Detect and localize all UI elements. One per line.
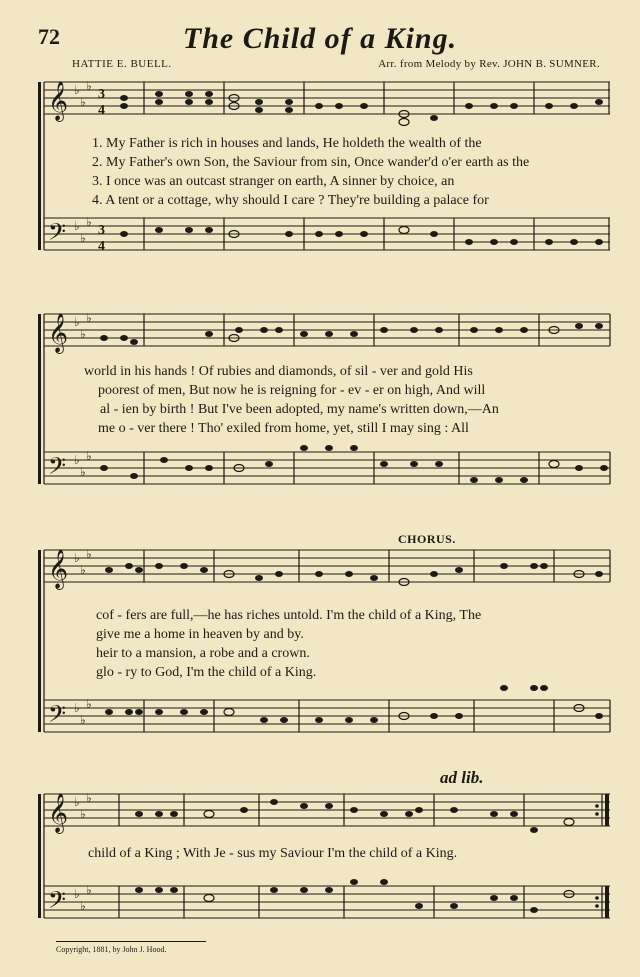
svg-text:𝄞: 𝄞 <box>48 793 69 833</box>
svg-text:♭: ♭ <box>74 701 80 715</box>
copyright-notice: Copyright, 1881, by John J. Hood. <box>56 945 167 954</box>
svg-text:♭: ♭ <box>74 795 80 809</box>
lyric-line-verse-4: me o - ver there ! Tho' exiled from home, yet, still I may sing : All <box>98 421 469 436</box>
svg-text:♭: ♭ <box>80 465 86 479</box>
svg-text:♭: ♭ <box>80 231 86 245</box>
lyrics-system-3 <box>34 606 612 682</box>
svg-text:♭: ♭ <box>74 219 80 233</box>
lyric-line-verse-3: al - ien by birth ! But I've been adopted, my name's written down,—An <box>100 402 499 417</box>
lyrics-system-4 <box>34 844 612 863</box>
lyric-line-verse-4: 4. A tent or a cottage, why should I care ? They're building a palace for <box>92 193 489 208</box>
svg-text:4: 4 <box>98 239 105 254</box>
svg-text:3: 3 <box>98 87 105 102</box>
svg-text:♭: ♭ <box>80 327 86 341</box>
svg-text:♭: ♭ <box>74 315 80 329</box>
svg-text:♭: ♭ <box>86 883 92 897</box>
svg-text:𝄢: 𝄢 <box>48 700 67 733</box>
music-system-3 <box>34 540 612 740</box>
lyrics-system-1 <box>34 134 612 210</box>
svg-text:♭: ♭ <box>80 713 86 727</box>
svg-text:♭: ♭ <box>80 807 86 821</box>
svg-text:♭: ♭ <box>86 215 92 229</box>
ad-lib-marking: ad lib. <box>440 768 484 787</box>
lyric-line-verse-2: poorest of men, But now he is reigning for - ev - er on high, And will <box>98 383 486 398</box>
author-credit: HATTIE E. BUELL. <box>72 58 172 70</box>
music-system-4 <box>34 780 612 940</box>
svg-text:𝄢: 𝄢 <box>48 452 67 485</box>
svg-text:♭: ♭ <box>86 79 92 93</box>
lyric-line-verse-1: world in his hands ! Of rubies and diamonds, of sil - ver and gold His <box>84 364 473 379</box>
svg-text:♭: ♭ <box>80 899 86 913</box>
svg-text:♭: ♭ <box>86 791 92 805</box>
lyric-line-verse-1: 1. My Father is rich in houses and lands, He holdeth the wealth of the <box>92 136 482 151</box>
svg-text:𝄞: 𝄞 <box>48 81 69 121</box>
svg-text:𝄞: 𝄞 <box>48 313 69 353</box>
svg-text:♭: ♭ <box>86 449 92 463</box>
chorus-label: CHORUS. <box>398 532 456 546</box>
svg-text:♭: ♭ <box>86 547 92 561</box>
lyric-line-verse-3: heir to a mansion, a robe and a crown. <box>96 646 310 661</box>
svg-text:♭: ♭ <box>74 453 80 467</box>
lyric-line-verse-2: give me a home in heaven by and by. <box>96 627 304 642</box>
lyric-line-refrain: child of a King ; With Je - sus my Saviour I'm the child of a King. <box>88 846 458 861</box>
lyric-line-verse-2: 2. My Father's own Son, the Saviour from sin, Once wander'd o'er earth as the <box>92 155 530 170</box>
hymn-title: The Child of a King. <box>182 22 458 55</box>
lyric-line-verse-4: glo - ry to God, I'm the child of a King. <box>96 665 317 680</box>
svg-text:♭: ♭ <box>74 887 80 901</box>
lyrics-system-2 <box>34 362 612 438</box>
svg-text:𝄢: 𝄢 <box>48 218 67 251</box>
svg-text:3: 3 <box>98 223 105 238</box>
footer-rule <box>56 941 206 942</box>
svg-text:♭: ♭ <box>80 563 86 577</box>
lyric-line-verse-3: 3. I once was an outcast stranger on earth, A sinner by choice, an <box>92 174 455 189</box>
svg-text:♭: ♭ <box>86 311 92 325</box>
svg-text:𝄞: 𝄞 <box>48 549 69 589</box>
music-system-2 <box>34 300 612 500</box>
svg-text:♭: ♭ <box>74 551 80 565</box>
arranger-credit: Arr. from Melody by Rev. JOHN B. SUMNER. <box>378 58 600 70</box>
svg-text:𝄢: 𝄢 <box>48 886 67 919</box>
music-system-1 <box>34 72 612 272</box>
svg-text:♭: ♭ <box>80 95 86 109</box>
svg-text:♭: ♭ <box>74 83 80 97</box>
lyric-line-verse-1: cof - fers are full,—he has riches untold. I'm the child of a King, The <box>96 608 482 623</box>
svg-text:4: 4 <box>98 103 105 118</box>
page-number: 72 <box>38 24 60 49</box>
svg-text:♭: ♭ <box>86 697 92 711</box>
